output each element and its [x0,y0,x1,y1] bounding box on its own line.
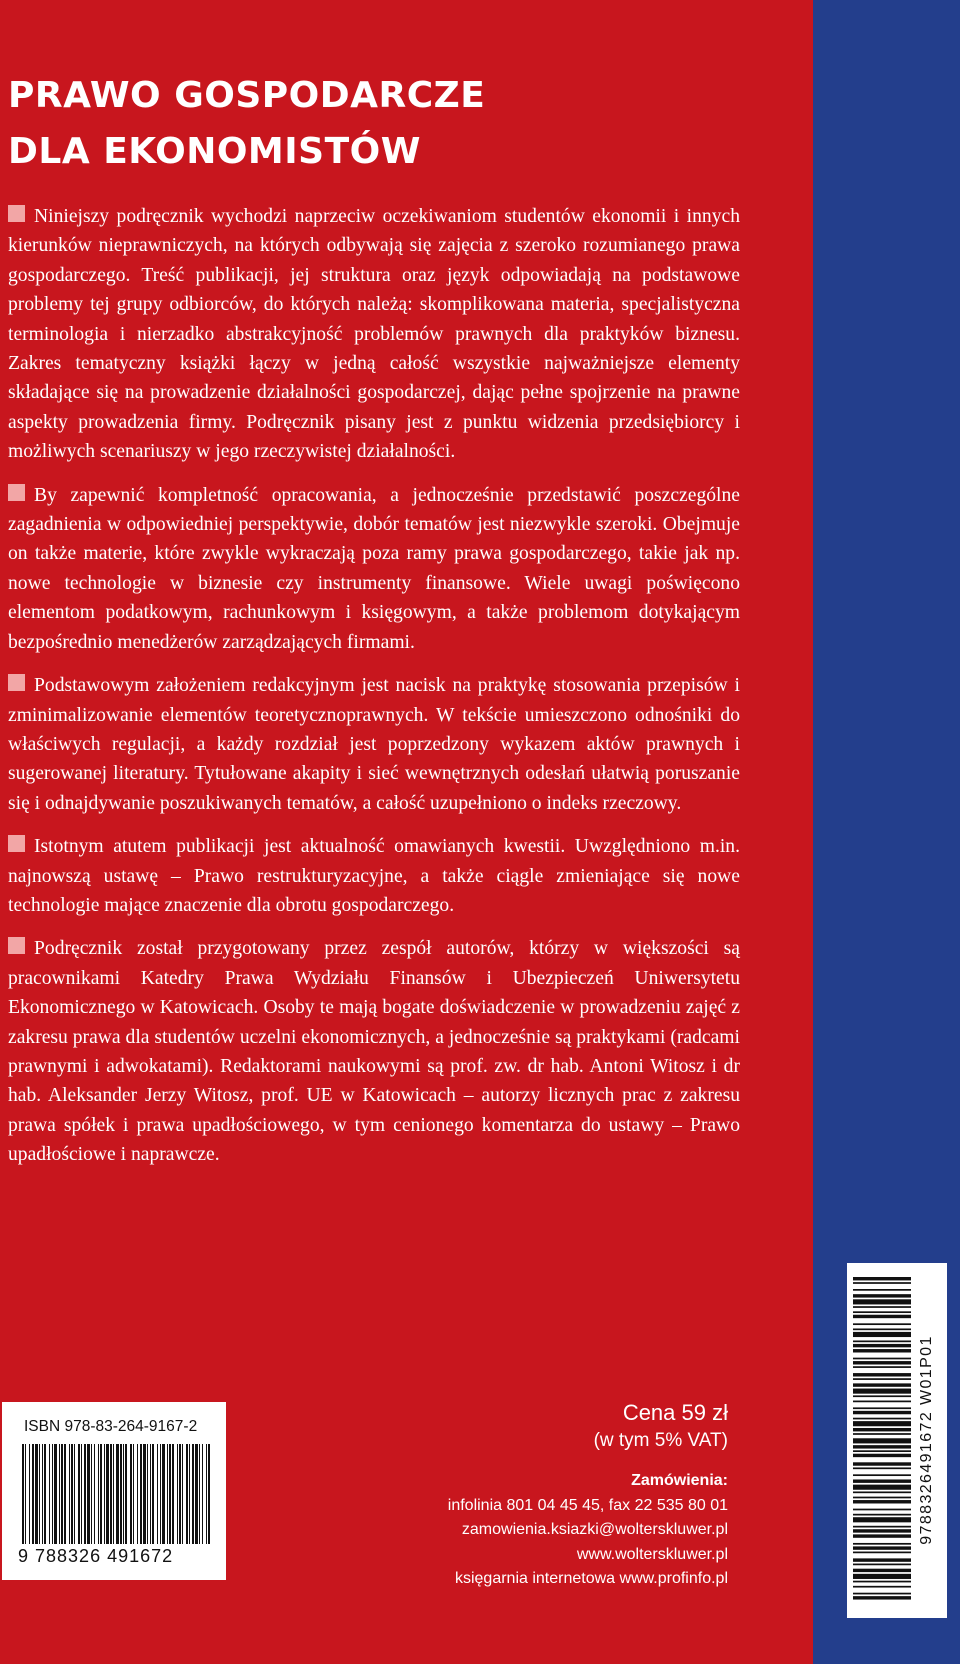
spine-code: 9788326491672 W01P01 [918,1335,935,1545]
orders-website: www.wolterskluwer.pl [576,1545,728,1563]
paragraph-2 [8,481,740,657]
square-bullet-icon [8,484,25,501]
barcode-digits: 9 788326 491672 [18,1546,174,1566]
orders-block [448,1469,728,1592]
square-bullet-icon [8,937,25,954]
orders-bookstore: księgarnia internetowa www.profinfo.pl [454,1570,728,1587]
price: Cena 59 zł [622,1400,728,1425]
isbn-label: ISBN 978-83-264-9167-2 [24,1418,198,1435]
square-bullet-icon [8,205,25,222]
vat-note: (w tym 5% VAT) [593,1430,728,1451]
spine-barcode-box [847,1263,947,1618]
title-line-2: DLA EKONOMISTÓW [8,131,421,172]
orders-email: zamowienia.ksiazki@wolterskluwer.pl [461,1521,728,1538]
paragraph-1 [8,202,740,467]
paragraph-3 [8,671,740,818]
isbn-barcode-box [2,1402,226,1580]
spine-code-wrapper [913,1277,943,1603]
book-title [8,68,798,180]
paragraph-text: Niniejszy podręcznik wychodzi naprzeciw oczekiwaniom studentów ekonomii i innych kierunków nieprawniczych, na których odbywają się zajęcia z szeroko rozumianego prawa gospodarczego. Treść publikacji, jej struktura oraz język odpowiadają na podstawowe problemy tej grupy odbiorców, do których należą: skomplikowana materia, specjalistyczna terminologia i nierzadko abstrakcyjność problemów prawnych dla praktyków biznesu. Zakres tematyczny książki łączy w jedną całość wszystkie najważniejsze elementy składające się na prowadzenie działalności gospodarczej, dając pełne spojrzenie na prawne aspekty prowadzenia firmy. Podręcznik pisany jest z punktu widzenia przedsiębiorcy i możliwych scenariuszy w jego rzeczywistej działalności. [8,206,740,463]
orders-title: Zamówienia: [631,1472,728,1489]
paragraph-4 [8,832,740,920]
paragraph-text: Podręcznik został przygotowany przez zespół autorów, którzy w większości są pracownikami Katedry Prawa Wydziału Finansów i Ubezpieczeń Uniwersytetu Ekonomicznego w Katowicach. Osoby te mają bogate doświadczenie w prowadzeniu zajęć z zakresu prawa dla studentów uczelni ekonomicznych, a jednocześnie są praktykami (radcami prawnymi i adwokatami). Redaktorami naukowymi są prof. zw. dr hab. Antoni Witosz i dr hab. Aleksander Jerzy Witosz, prof. UE w Katowicach – autorzy licznych prac z zakresu prawa spółek i prawa upadłościowego, w tym cenionego komentarza do ustawy – Prawo upadłościowe i naprawcze. [8,938,740,1166]
title-line-1: PRAWO GOSPODARCZE [8,75,486,116]
spine-barcode-icon [853,1277,911,1603]
price-block [594,1398,728,1454]
orders-hotline: infolinia 801 04 45 45, fax 22 535 80 01 [447,1496,728,1514]
paragraph-text: Istotnym atutem publikacji jest aktualność omawianych kwestii. Uwzględniono m.in. najnowszą ustawę – Prawo restrukturyzacyjne, a także ciągle zmieniające się nowe technologie mające znaczenie dla obrotu gospodarczego. [8,836,740,916]
square-bullet-icon [8,835,25,852]
barcode-icon [22,1444,212,1544]
description-text [8,202,740,1184]
paragraph-5 [8,934,740,1169]
paragraph-text: By zapewnić kompletność opracowania, a jednocześnie przedstawić poszczególne zagadnienia w odpowiedniej perspektywie, dobór tematów jest niezwykle szeroki. Obejmuje on także materie, które zwykle wykraczają poza ramy prawa gospodarczego, takie jak np. nowe technologie w biznesie czy instrumenty finansowe. Wiele uwagi poświęcono elementom podatkowym, rachunkowym i księgowym, a także problemom dotykającym bezpośrednio menedżerów zarządzających firmami. [8,484,740,653]
square-bullet-icon [8,674,25,691]
paragraph-text: Podstawowym założeniem redakcyjnym jest nacisk na praktykę stosowania przepisów i zminimalizowanie elementów teoretycznoprawnych. W tekście umieszczono odnośniki do właściwych regulacji, a każdy rozdział jest poprzedzony wykazem aktów prawnych i sugerowanej literatury. Tytułowane akapity i sieć wewnętrznych odesłań ułatwią poruszanie się i odnajdywanie poszukiwanych tematów, a całość uzupełniono o indeks rzeczowy. [8,675,740,814]
